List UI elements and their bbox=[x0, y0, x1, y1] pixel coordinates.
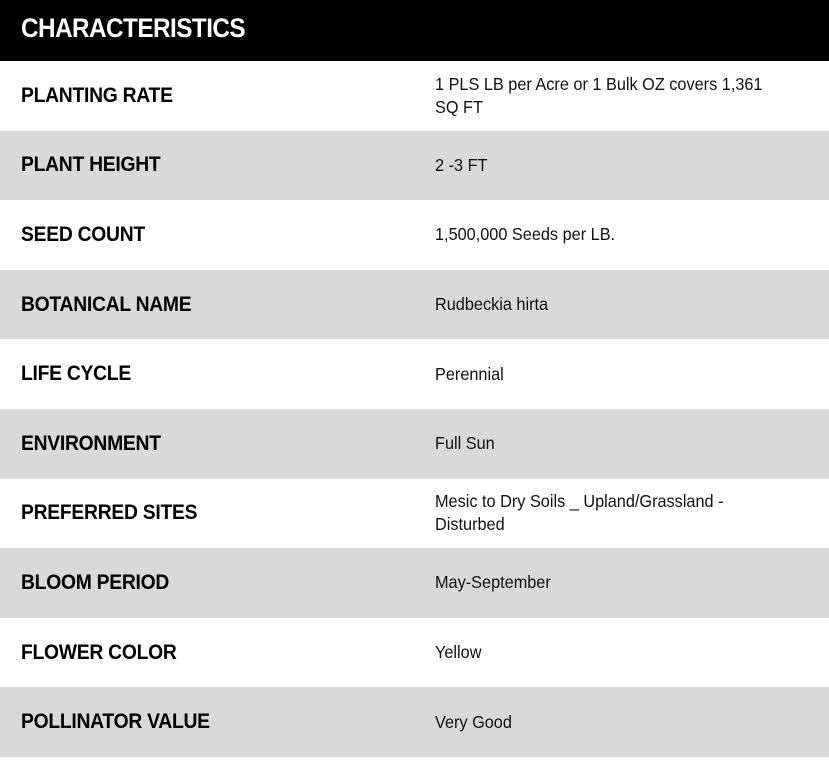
row-value: 1 PLS LB per Acre or 1 Bulk OZ covers 1,361 SQ FT bbox=[435, 73, 763, 117]
row-label: POLLINATOR VALUE bbox=[21, 710, 210, 734]
table-header bbox=[0, 0, 829, 61]
row-label: SEED COUNT bbox=[21, 222, 145, 246]
row-label: ENVIRONMENT bbox=[21, 431, 161, 455]
row-value: Rudbeckia hirta bbox=[435, 294, 549, 315]
row-label: LIFE CYCLE bbox=[21, 362, 131, 386]
table-row-seed-count bbox=[0, 200, 829, 270]
table-row-flower-color bbox=[0, 618, 829, 688]
row-value: Mesic to Dry Soils _ Upland/Grassland - Disturbed bbox=[435, 491, 724, 535]
row-value: 2 -3 FT bbox=[435, 154, 488, 175]
row-label: FLOWER COLOR bbox=[21, 640, 177, 664]
row-value: May-September bbox=[435, 572, 551, 593]
row-label: PREFERRED SITES bbox=[21, 501, 198, 525]
row-value: Very Good bbox=[435, 711, 512, 732]
row-value: Perennial bbox=[435, 363, 504, 384]
table-row-environment bbox=[0, 409, 829, 479]
table-row-pollinator-value bbox=[0, 687, 829, 757]
row-value: Full Sun bbox=[435, 433, 495, 454]
table-row-preferred-sites bbox=[0, 479, 829, 549]
row-label: BLOOM PERIOD bbox=[21, 570, 170, 594]
table-row-botanical-name bbox=[0, 270, 829, 340]
table-row-bloom-period bbox=[0, 548, 829, 618]
row-value: Yellow bbox=[435, 642, 482, 663]
table-title: CHARACTERISTICS bbox=[21, 13, 246, 43]
row-label: PLANTING RATE bbox=[21, 83, 173, 107]
table-row-plant-height bbox=[0, 131, 829, 201]
table-row-life-cycle bbox=[0, 339, 829, 409]
row-value: 1,500,000 Seeds per LB. bbox=[435, 224, 616, 245]
row-label: PLANT HEIGHT bbox=[21, 153, 161, 177]
table-row-planting-rate bbox=[0, 61, 829, 131]
row-label: BOTANICAL NAME bbox=[21, 292, 192, 316]
